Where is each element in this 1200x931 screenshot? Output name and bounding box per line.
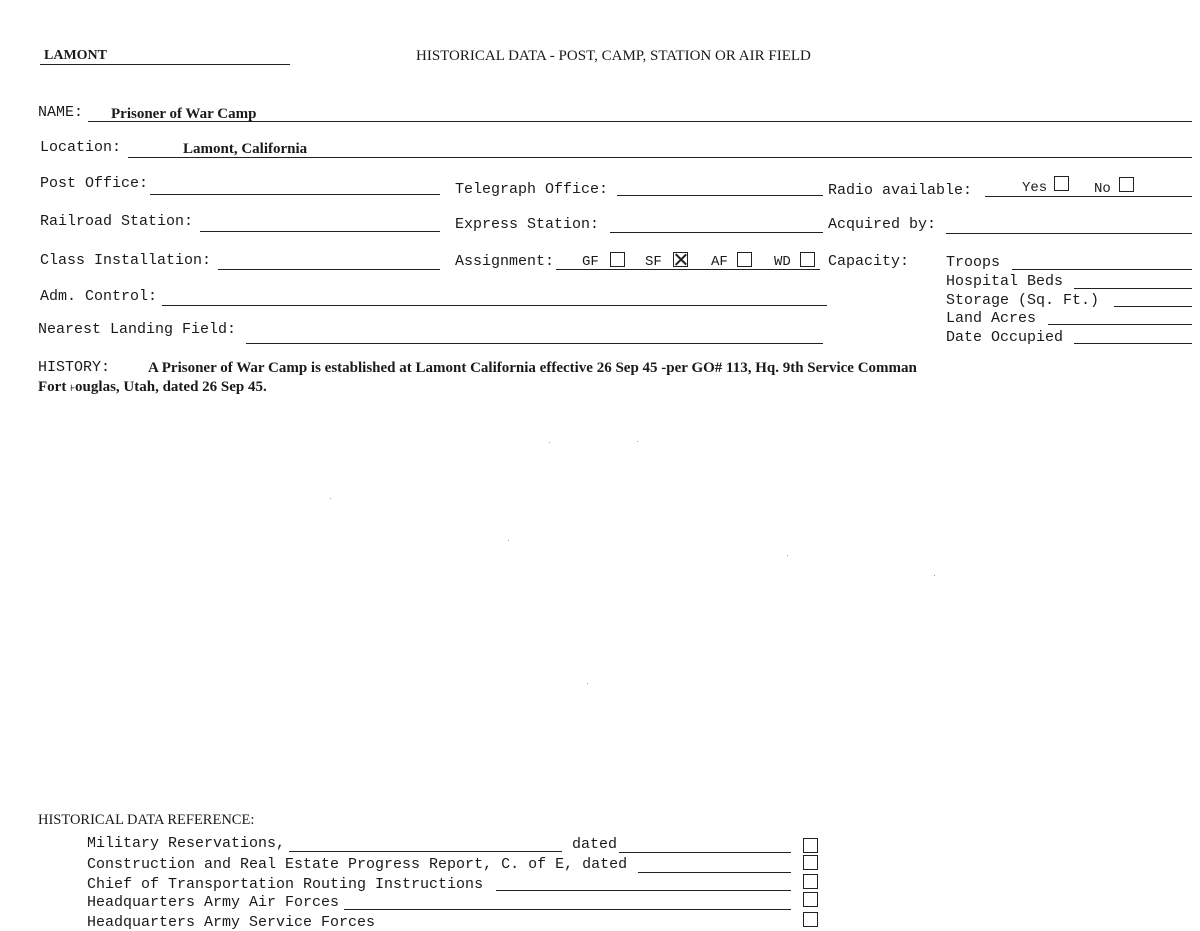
telegraph-underline [617, 195, 823, 196]
radio-yes-label: Yes [1022, 180, 1048, 196]
ref-air-forces-underline [344, 909, 791, 910]
card-id-underline [40, 64, 290, 65]
speck [587, 683, 588, 684]
landing-field-underline [246, 343, 823, 344]
ref-construction-checkbox[interactable] [803, 855, 818, 870]
capacity-land-acres: Land Acres [946, 310, 1037, 327]
card-id: LAMONT [44, 48, 107, 63]
ref-transportation-underline [496, 890, 791, 891]
ref-air-forces-label: Headquarters Army Air Forces [87, 894, 340, 911]
class-label: Class Installation: [40, 252, 212, 269]
capacity-storage: Storage (Sq. Ft.) [946, 292, 1100, 309]
assign-wd-label: WD [774, 254, 791, 270]
speck [637, 441, 638, 442]
ref-military-dated-underline [619, 852, 791, 853]
location-label: Location: [40, 139, 122, 156]
railroad-underline [200, 231, 440, 232]
assignment-label: Assignment: [455, 253, 555, 270]
ref-service-forces-label: Headquarters Army Service Forces [87, 914, 376, 931]
express-underline [610, 232, 823, 233]
telegraph-label: Telegraph Office: [455, 181, 609, 198]
history-label: HISTORY: [38, 359, 111, 376]
capacity-date-occupied: Date Occupied [946, 329, 1064, 346]
ref-military-label: Military Reservations, [87, 835, 286, 852]
history-text-line1: A Prisoner of War Camp is established at Lamont California effective 26 Sep 45 -per GO# 113, Hq. 9th Service Comman [148, 360, 917, 376]
capacity-hospital-line [1074, 288, 1192, 289]
acquired-underline [946, 233, 1192, 234]
acquired-label: Acquired by: [828, 216, 937, 233]
post-office-underline [150, 194, 440, 195]
ref-military-underline [289, 851, 562, 852]
form-title: HISTORICAL DATA - POST, CAMP, STATION OR AIR FIELD [416, 48, 811, 64]
ref-construction-underline [638, 872, 791, 873]
capacity-hospital-beds: Hospital Beds [946, 273, 1064, 290]
capacity-land-line [1048, 324, 1192, 325]
speck [549, 442, 550, 443]
name-label: NAME: [38, 104, 84, 121]
reference-title: HISTORICAL DATA REFERENCE: [38, 812, 255, 828]
class-underline [218, 269, 440, 270]
railroad-label: Railroad Station: [40, 213, 194, 230]
assign-gf-label: GF [582, 254, 599, 270]
adm-control-underline [162, 305, 827, 306]
name-underline [88, 121, 1192, 122]
ref-military-dated: dated [572, 836, 618, 853]
express-label: Express Station: [455, 216, 600, 233]
assign-sf-checkbox[interactable] [673, 252, 688, 267]
speck [934, 575, 935, 576]
name-value: Prisoner of War Camp [111, 106, 257, 122]
adm-control-label: Adm. Control: [40, 288, 158, 305]
capacity-troops-line [1012, 269, 1192, 270]
assign-af-checkbox[interactable] [737, 252, 752, 267]
capacity-date-line [1074, 343, 1192, 344]
radio-no-checkbox[interactable] [1119, 177, 1134, 192]
ref-military-checkbox[interactable] [803, 838, 818, 853]
ref-service-forces-checkbox[interactable] [803, 912, 818, 927]
location-value: Lamont, California [183, 141, 308, 157]
landing-field-label: Nearest Landing Field: [38, 321, 237, 338]
capacity-storage-line [1114, 306, 1192, 307]
location-underline [128, 157, 1192, 158]
ref-transportation-checkbox[interactable] [803, 874, 818, 889]
capacity-troops: Troops [946, 254, 1001, 271]
radio-label: Radio available: [828, 182, 973, 199]
post-office-label: Post Office: [40, 175, 149, 192]
assign-wd-checkbox[interactable] [800, 252, 815, 267]
assign-af-label: AF [711, 254, 728, 270]
ref-air-forces-checkbox[interactable] [803, 892, 818, 907]
radio-underline [985, 196, 1192, 197]
speck [508, 540, 509, 541]
history-text-line2: Fort ˫ouglas, Utah, dated 26 Sep 45. [38, 379, 267, 395]
ref-transportation-label: Chief of Transportation Routing Instructions [87, 876, 484, 893]
speck [330, 498, 331, 499]
assign-gf-checkbox[interactable] [610, 252, 625, 267]
capacity-label: Capacity: [828, 253, 910, 270]
radio-yes-checkbox[interactable] [1054, 176, 1069, 191]
radio-no-label: No [1094, 181, 1111, 197]
assign-sf-label: SF [645, 254, 662, 270]
ref-construction-label: Construction and Real Estate Progress Report, C. of E, dated [87, 856, 628, 873]
speck [787, 555, 788, 556]
